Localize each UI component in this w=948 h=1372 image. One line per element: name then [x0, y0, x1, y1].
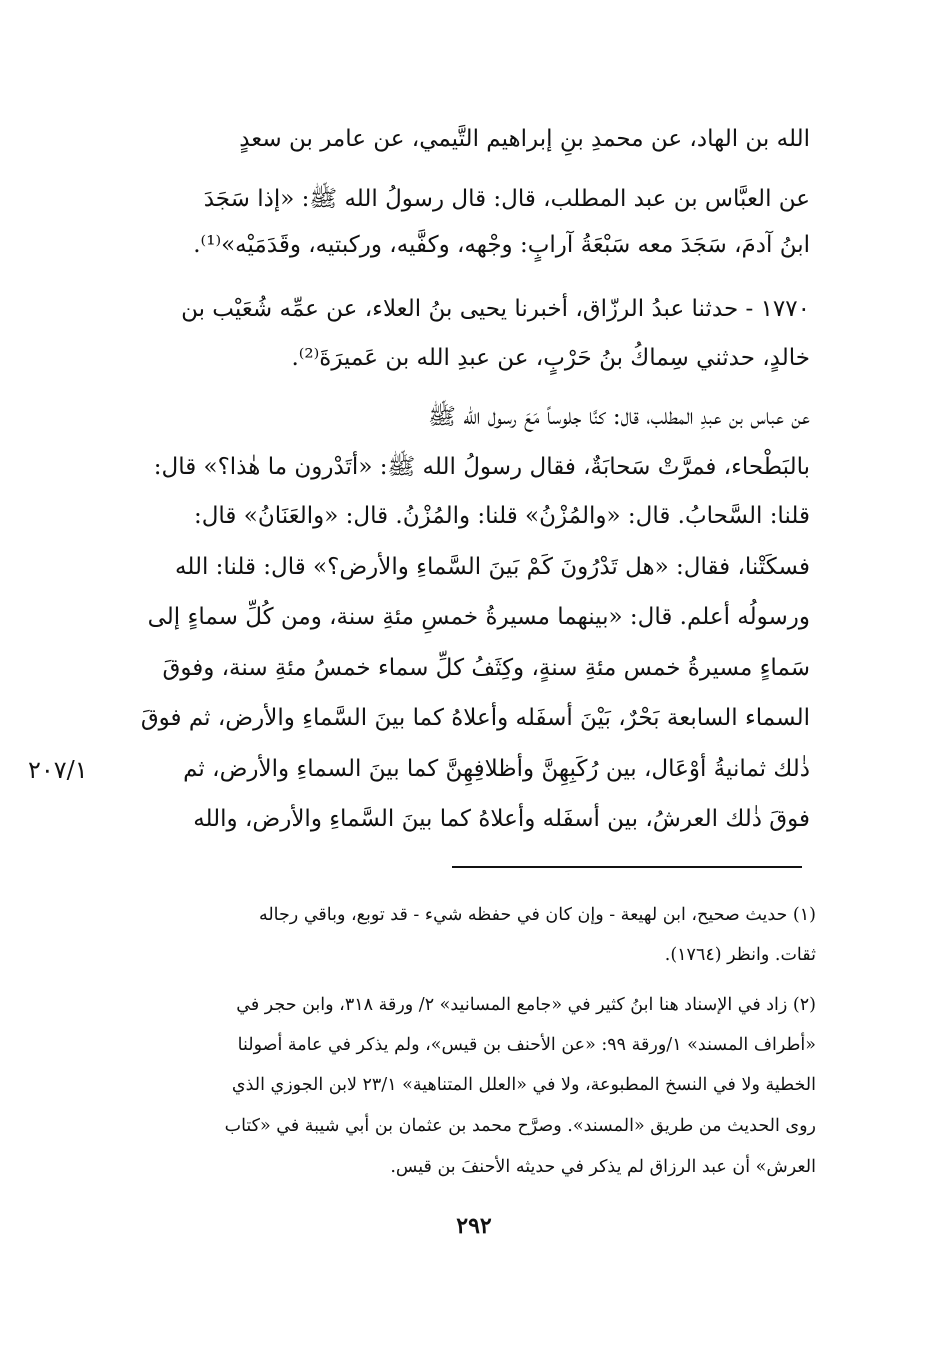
footnote-line: (٢) زاد في الإسناد هنا ابنُ كثير في «جامع المسانيد» ٢/ ورقة ٣١٨، وابن حجر في — [236, 995, 816, 1015]
text-line: عن العبَّاس بن عبد المطلب، قال: قال رسولُ الله ﷺ: «إذا سَجَدَ — [203, 186, 810, 212]
text-line: ورسولُه أعلم. قال: «بينهما مسيرةُ خمسِ مئةِ سنة، ومن كُلِّ سماءٍ إلى — [147, 604, 810, 630]
text-line: قلنا: السَّحابُ. قال: «والمُزْنُ» قلنا: والمُزْنُ. قال: «والعَنَانُ» قال: — [193, 503, 810, 529]
footnote-line: ثقات. وانظر (١٧٦٤). — [664, 945, 816, 965]
hadith-number-line: ١٧٧٠ - حدثنا عبدُ الرزّاق، أخبرنا يحيى بنُ العلاء، عن عمِّه شُعَيْب بن — [181, 296, 810, 322]
footnote-line: العرش» أن عبد الرزاق لم يذكر في حديثه الأحنفَ بن قيس. — [390, 1157, 816, 1177]
text-line: فوقَ ذٰلك العرشُ، بين أسفَله وأعلاهُ كما بينَ السَّماءِ والأرض، والله — [193, 806, 810, 832]
footnote-divider — [452, 866, 802, 868]
text-line: عن عباس بن عبدِ المطلب، قال: كنَّا جلوساً مَعَ رسول الله ﷺ — [428, 404, 810, 430]
footnote-line: روى الحديث من طريق «المسند». وصرَّح محمد بن عثمان بن أبي شيبة في «كتاب — [224, 1116, 816, 1136]
text-line: الله بن الهاد، عن محمدِ بنِ إبراهيم التَّيمي، عن عامر بن سعدٍ — [239, 126, 810, 152]
text-line: السماء السابعة بَحْرٌ، بَيْنَ أسفَله وأعلاهُ كما بينَ السَّماءِ والأرض، ثم فوقَ — [140, 705, 810, 731]
footnote-line: (١) حديث صحيح، ابن لهيعة - وإن كان في حفظه شيء - قد توبع، وباقي رجاله — [258, 905, 816, 925]
text-line: فسكَتْنا، فقال: «هل تَدْرُونَ كَمْ بَينَ السَّماءِ والأرض؟» قال: قلنا: الله — [175, 554, 810, 580]
footnote-line: «أطراف المسند» ١/ورقة ٩٩: «عن الأحنف بن قيس»، ولم يذكر في عامة أصولنا — [237, 1035, 816, 1055]
text-line: ابنُ آدمَ، سَجَدَ معه سَبْعَةُ آرابٍ: وجْهه، وكفَّيه، وركبتيه، وقَدَمَيْه»⁽¹⁾. — [193, 232, 810, 258]
page-number: ٢٩٢ — [456, 1213, 492, 1239]
footnote-line: الخطية ولا في النسخ المطبوعة، ولا في «العلل المتناهية» ٢٣/١ لابن الجوزي الذي — [231, 1075, 816, 1095]
text-line: سَماءٍ مسيرةُ خمس مئةِ سنةٍ، وكِثَفُ كلِّ سماء خمسُ مئةِ سنة، وفوقَ — [162, 655, 810, 681]
text-line: خالدٍ، حدثني سِماكُ بنُ حَرْبٍ، عن عبدِ الله بن عَميرَةَ⁽²⁾. — [291, 345, 810, 371]
margin-reference: ٢٠٧/١ — [28, 756, 88, 784]
text-line: بالبَطْحاء، فمرَّتْ سَحابَةٌ، فقال رسولُ الله ﷺ: «أتَدْرون ما هٰذا؟» قال: — [153, 454, 810, 480]
text-line: ذٰلك ثمانيةُ أوْعَال، بين رُكَبِهِنَّ وأظلافِهِنَّ كما بينَ السماءِ والأرض، ثم — [183, 756, 810, 782]
